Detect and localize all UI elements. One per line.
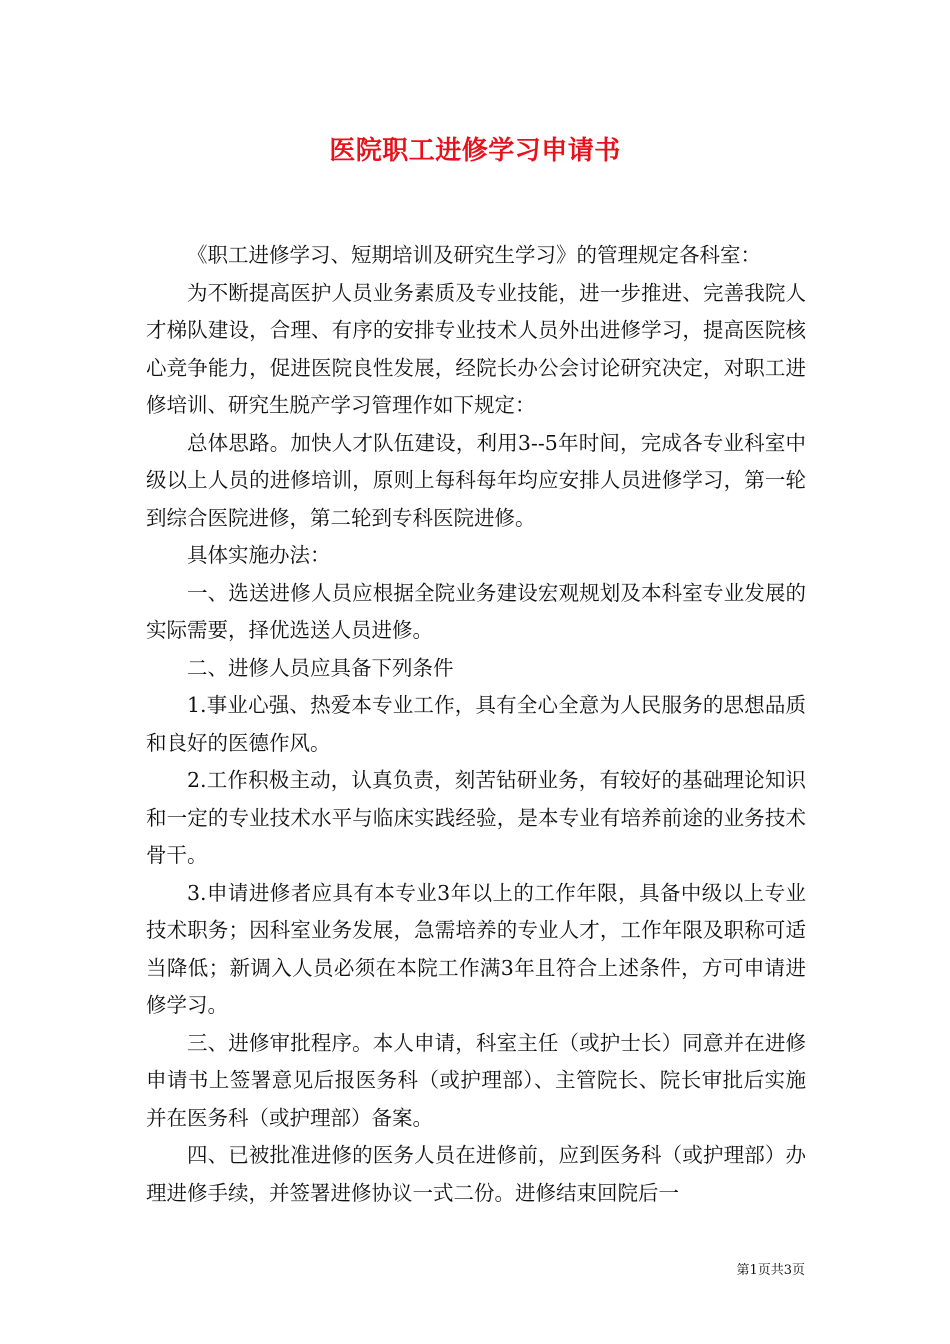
paragraph-7: 1.事业心强、热爱本专业工作，具有全心全意为人民服务的思想品质和良好的医德作风。 [146, 693, 806, 755]
page-number-footer: 第1页共3页 [736, 1263, 805, 1278]
paragraph-4: 具体实施办法： [187, 543, 331, 567]
paragraph-5: 一、选送进修人员应根据全院业务建设宏观规划及本科室专业发展的实际需要，择优选送人员进修。 [146, 580, 806, 642]
paragraph-1: 《职工进修学习、短期培训及研究生学习》的管理规定各科室： [187, 243, 761, 267]
paragraph-2: 为不断提高医护人员业务素质及专业技能，进一步推进、完善我院人才梯队建设，合理、有序的安排专业技术人员外出进修学习，提高医院核心竞争能力，促进医院良性发展，经院长办公会讨论研究决定，对职工进修培训、研究生脱产学习管理作如下规定： [146, 280, 806, 417]
paragraph-6: 二、进修人员应具备下列条件 [187, 655, 454, 680]
paragraph-11: 四、已被批准进修的医务人员在进修前，应到医务科（或护理部）办理进修手续，并签署进修协议一式二份。进修结束回院后一 [146, 1143, 806, 1205]
document-title: 医院职工进修学习申请书 [329, 136, 621, 166]
paragraph-8: 2.工作积极主动，认真负责，刻苦钻研业务，有较好的基础理论知识和一定的专业技术水平与临床实践经验，是本专业有培养前途的业务技术骨干。 [146, 768, 806, 867]
document-body [146, 237, 806, 1212]
paragraph-10: 三、进修审批程序。本人申请，科室主任（或护士长）同意并在进修申请书上签署意见后报医务科（或护理部）、主管院长、院长审批后实施并在医务科（或护理部）备案。 [146, 1030, 806, 1130]
paragraph-9: 3.申请进修者应具有本专业3年以上的工作年限，具备中级以上专业技术职务；因科室业务发展，急需培养的专业人才，工作年限及职称可适当降低；新调入人员必须在本院工作满3年且符合上述条件，方可申请进修学习。 [146, 880, 806, 1017]
paragraph-3: 总体思路。加快人才队伍建设，利用3--5年时间，完成各专业科室中级以上人员的进修培训，原则上每科每年均应安排人员进修学习，第一轮到综合医院进修，第二轮到专科医院进修。 [146, 430, 806, 530]
